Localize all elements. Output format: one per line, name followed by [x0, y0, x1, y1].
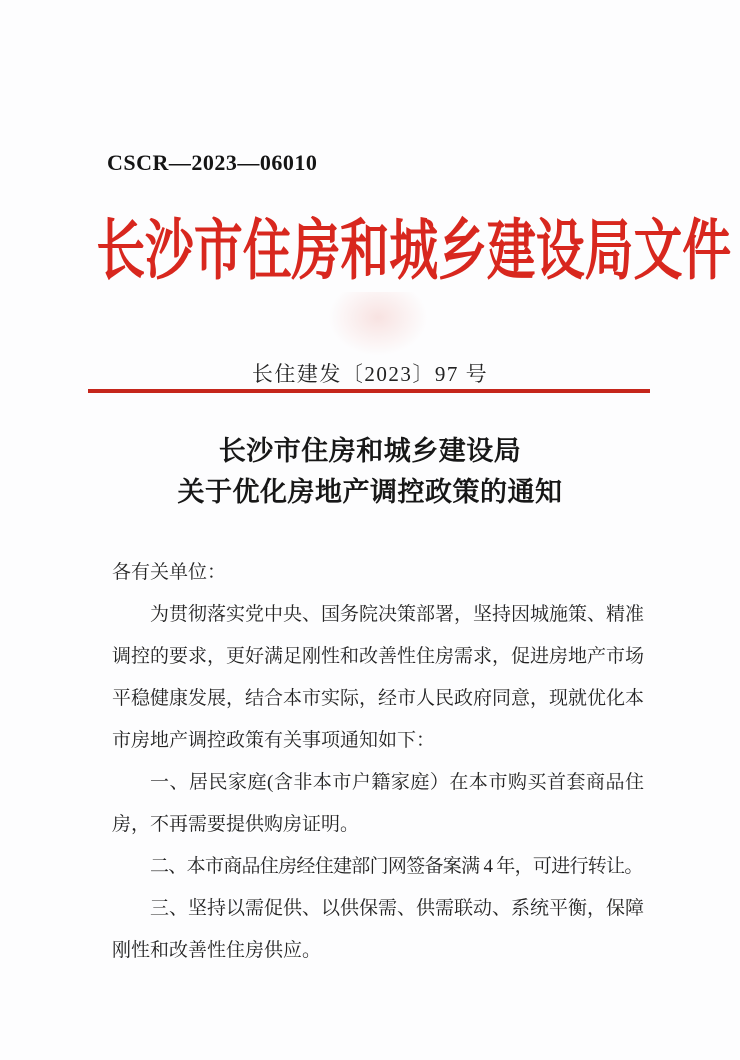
scan-artifact-smudge	[328, 292, 428, 356]
paragraph-item-2: 二、本市商品住房经住建部门网签备案满 4 年，可进行转让。	[150, 856, 643, 877]
salutation: 各有关单位：	[112, 562, 227, 583]
paragraph-item-1: 一、居民家庭(含非本市户籍家庭）在本市购买首套商品住房，不再需要提供购房证明。	[112, 772, 644, 835]
notice-title-line2: 关于优化房地产调控政策的通知	[177, 477, 563, 507]
notice-title-line1: 长沙市住房和城乡建设局	[218, 436, 522, 466]
agency-banner-title: 长沙市住房和城乡建设局文件	[96, 215, 732, 288]
notice-title	[0, 431, 740, 513]
paragraph-intro: 为贯彻落实党中央、国务院决策部署，坚持因城施策、精准调控的要求，更好满足刚性和改善性住房需求，促进房地产市场平稳健康发展，结合本市实际，经市人民政府同意，现就优化本市房地产调控政策有关事项通知如下：	[112, 604, 645, 751]
paragraph-item-3: 三、坚持以需促供、以供保需、供需联动、系统平衡，保障刚性和改善性住房供应。	[112, 898, 645, 961]
document-number: 长住建发〔2023〕97 号	[251, 362, 489, 386]
document-classification-code: CSCR—2023—06010	[107, 150, 318, 175]
notice-body	[112, 552, 644, 972]
red-divider-line	[88, 389, 650, 393]
